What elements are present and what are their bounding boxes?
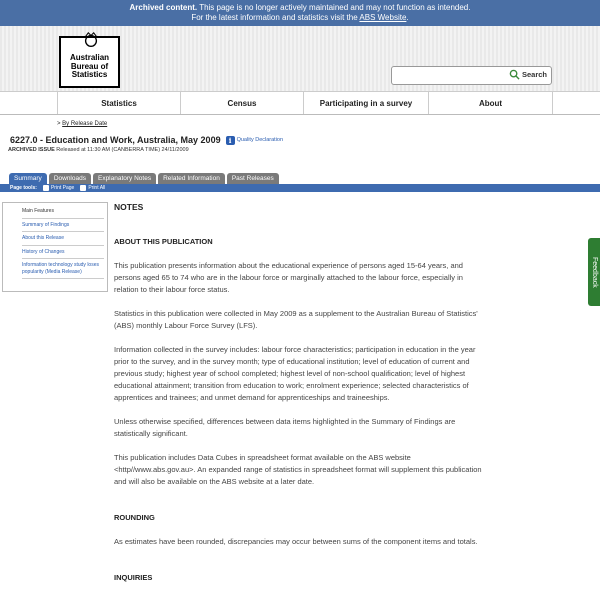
title-row <box>0 127 600 145</box>
logo-line-3: Statistics <box>71 70 108 79</box>
print-page-button[interactable] <box>43 185 74 191</box>
page-tools-bar <box>0 184 600 192</box>
sidenav-about-this-release[interactable]: About this Release <box>22 232 104 246</box>
main-nav <box>0 92 600 115</box>
search-button[interactable] <box>509 69 547 80</box>
side-navigation <box>2 202 108 292</box>
logo-line-2: Bureau of <box>70 61 109 71</box>
tab-explanatory-notes[interactable]: Explanatory Notes <box>93 173 156 184</box>
abs-logo[interactable] <box>59 36 120 88</box>
release-date: Released at 11:30 AM (CANBERRA TIME) 24/11/2009 <box>56 147 189 153</box>
sidenav-media-release[interactable]: Information technology study loses popularity (Media Release) <box>22 259 104 279</box>
print-all-label: Print All <box>88 185 106 191</box>
site-header <box>0 26 600 92</box>
print-all-icon <box>80 185 86 191</box>
info-icon: i <box>226 136 235 145</box>
logo-line-1: Australian <box>69 53 110 62</box>
breadcrumb <box>0 115 600 127</box>
paragraph-6: As estimates have been rounded, discrepancies may occur between sums of the component items and totals. <box>114 537 478 546</box>
paragraph-1: This publication presents information about the educational experience of persons aged 15-64 years, and persons aged 65 to 74 who are in the labour force or marginally attached to the labour force, especially in relation to their labour force status. <box>114 261 463 294</box>
tab-related-information[interactable]: Related Information <box>158 173 225 184</box>
about-publication-heading: ABOUT THIS PUBLICATION <box>114 237 213 246</box>
main-content <box>114 202 489 596</box>
paragraph-3: Information collected in the survey includes: labour force characteristics; participation in education in the year prior to the survey, and in the survey month; type of educational institution; level of education of current and previous study; highest year of school completed; highest level of non-school qualification; level of highest educational attainment; transition from education to work; enrolment experience; selected characteristics of apprentices and trainees; and unmet demand for apprenticeships and traineeships. <box>114 345 476 402</box>
tab-bar <box>0 173 600 184</box>
search-input[interactable] <box>392 69 504 86</box>
sidenav-main-features[interactable]: Main Features <box>22 205 104 219</box>
nav-statistics[interactable]: Statistics <box>57 92 180 114</box>
tab-downloads[interactable]: Downloads <box>49 173 91 184</box>
breadcrumb-link[interactable]: By Release Date <box>62 121 108 127</box>
sidenav-summary-of-findings[interactable]: Summary of Findings <box>22 219 104 233</box>
paragraph-5: This publication includes Data Cubes in spreadsheet format available on the ABS website <http//www.abs.gov.au>. An expanded range of statistics in spreadsheet format will supplement this publication and will also be available on the ABS website at a later date. <box>114 453 482 486</box>
notes-heading: NOTES <box>114 202 144 212</box>
inquiries-heading: INQUIRIES <box>114 573 153 582</box>
tab-past-releases[interactable]: Past Releases <box>227 173 279 184</box>
rounding-heading: ROUNDING <box>114 513 155 522</box>
page-title: 6227.0 - Education and Work, Australia, May 2009 <box>10 135 221 145</box>
archived-line1: This page is no longer actively maintained and may not function as intended. <box>197 3 471 12</box>
breadcrumb-prefix: > <box>57 121 63 127</box>
paragraph-2: Statistics in this publication were collected in May 2009 as a supplement to the Australian Bureau of Statistics' (ABS) monthly Labour Force Survey (LFS). <box>114 309 478 330</box>
print-icon <box>43 185 49 191</box>
archived-line2-prefix: For the latest information and statistics visit the <box>191 13 360 22</box>
print-page-label: Print Page <box>50 185 75 191</box>
nav-participating[interactable]: Participating in a survey <box>303 92 428 114</box>
search-box <box>391 66 552 85</box>
archived-banner <box>0 0 600 26</box>
abs-website-link[interactable]: ABS Website <box>359 13 407 22</box>
quality-declaration[interactable] <box>226 136 283 145</box>
search-button-label: Search <box>521 70 547 79</box>
paragraph-4: Unless otherwise specified, differences between data items highlighted in the Summary of Findings are statistically significant. <box>114 417 456 438</box>
nav-about[interactable]: About <box>428 92 553 114</box>
archived-line2-suffix: . <box>406 13 409 22</box>
nav-census[interactable]: Census <box>180 92 303 114</box>
archived-bold: Archived content. <box>129 3 198 12</box>
feedback-tab[interactable]: Feedback <box>588 238 600 306</box>
archived-issue-label: ARCHIVED ISSUE <box>8 147 55 153</box>
page-tools-label: Page tools: <box>10 185 37 191</box>
search-icon <box>509 69 520 80</box>
release-info <box>0 145 600 153</box>
tab-summary[interactable]: Summary <box>9 173 47 184</box>
print-all-button[interactable] <box>80 185 105 191</box>
quality-declaration-label: Quality Declaration <box>236 137 284 143</box>
sidenav-history-of-changes[interactable]: History of Changes <box>22 246 104 260</box>
coat-of-arms-icon <box>82 31 100 49</box>
